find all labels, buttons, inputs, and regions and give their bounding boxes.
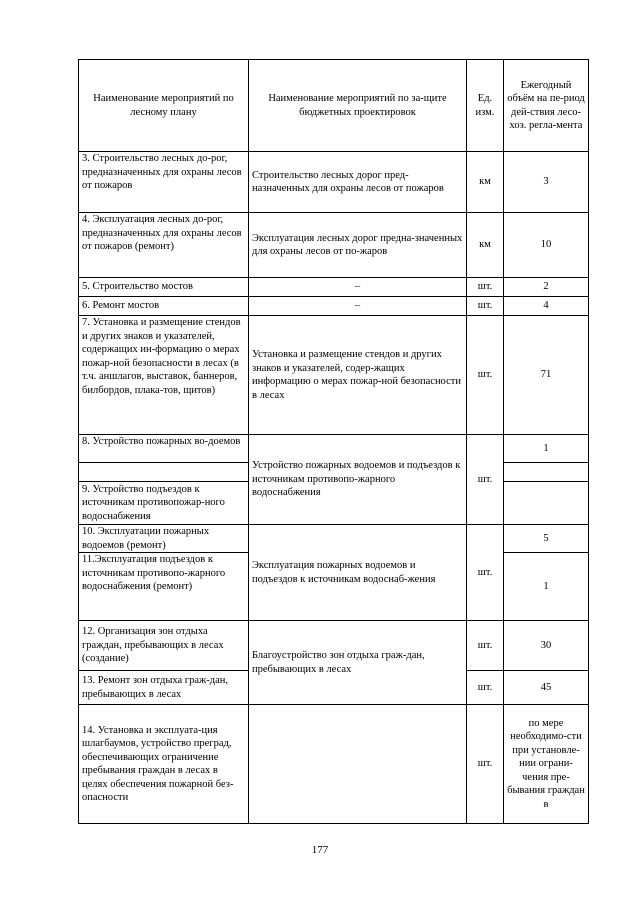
table-row	[79, 705, 589, 824]
row10-plan: 10. Эксплуатации пожарных водоемов (ремонт)	[79, 525, 249, 553]
table-row	[79, 152, 589, 213]
row5-budget: –	[249, 278, 467, 297]
row4-unit: км	[467, 213, 504, 278]
row10-value: 5	[504, 525, 589, 553]
row12-value: 30	[504, 621, 589, 671]
row11-value: 1	[504, 553, 589, 621]
forest-measures-table	[78, 59, 589, 824]
header-forest-plan: Наименование мероприятий по лесному плану	[79, 60, 249, 152]
row9-plan: 9. Устройство подъездов к источникам противопожар-ного водоснабжения	[79, 482, 249, 525]
header-row	[79, 60, 589, 152]
row8-9-unit: шт.	[467, 435, 504, 525]
row7-plan: 7. Установка и размещение стендов и других знаков и указателей, содержащих ин-формацию о мерах пожар-ной безопасности в лесах (в т.ч. аншлагов, выставок, баннеров, билбордов, плака-тов, щитов)	[79, 316, 249, 435]
table-row	[79, 316, 589, 435]
table-row	[79, 621, 589, 671]
row4-value: 10	[504, 213, 589, 278]
row14-plan: 14. Установка и эксплуата-ция шлагбаумов, устройство преград, обеспечивающих ограничение пребывания граждан в лесах в целях обеспечения пожарной без-опасности	[79, 705, 249, 824]
row3-value: 3	[504, 152, 589, 213]
row4-budget: Эксплуатация лесных дорог предна-значенных для охраны лесов от по-жаров	[249, 213, 467, 278]
row7-value: 71	[504, 316, 589, 435]
page-number: 177	[311, 844, 329, 856]
row3-unit: км	[467, 152, 504, 213]
row5-unit: шт.	[467, 278, 504, 297]
row14-value: по мере необходимо-сти при установле-нии ограни-чения пре-бывания граждан в	[504, 705, 589, 824]
header-budget-measures: Наименование мероприятий по за-щите бюджетных проектировок	[249, 60, 467, 152]
row8-value: 1	[504, 435, 589, 463]
row7-unit: шт.	[467, 316, 504, 435]
row6-plan: 6. Ремонт мостов	[79, 297, 249, 316]
row6-budget: –	[249, 297, 467, 316]
row13-unit: шт.	[467, 671, 504, 705]
row14-budget	[249, 705, 467, 824]
table-row	[79, 213, 589, 278]
row13-value: 45	[504, 671, 589, 705]
row8-plan-gap	[79, 463, 249, 482]
row3-plan: 3. Строительство лесных до-рог, предназначенных для охраны лесов от пожаров	[79, 152, 249, 213]
row3-budget: Строительство лесных дорог пред-назначенных для охраны лесов от пожаров	[249, 152, 467, 213]
row4-plan: 4. Эксплуатация лесных до-рог, предназначенных для охраны лесов от пожаров (ремонт)	[79, 213, 249, 278]
row13-plan: 13. Ремонт зон отдыха граж-дан, пребывающих в лесах	[79, 671, 249, 705]
row12-unit: шт.	[467, 621, 504, 671]
row6-value: 4	[504, 297, 589, 316]
table-row	[79, 278, 589, 297]
row8-plan: 8. Устройство пожарных во-доемов	[79, 435, 249, 463]
header-annual-volume: Ежегодный объём на пе-риод дей-ствия лесо-хоз. регла-мента	[504, 60, 589, 152]
header-unit: Ед. изм.	[467, 60, 504, 152]
row5-value: 2	[504, 278, 589, 297]
row10-11-budget: Эксплуатация пожарных водоемов и подъездов к источникам водоснаб-жения	[249, 525, 467, 621]
table-row	[79, 297, 589, 316]
table-row	[79, 525, 589, 553]
row8-9-budget: Устройство пожарных водоемов и подъездов к источникам противопо-жарного водоснабжения	[249, 435, 467, 525]
row6-unit: шт.	[467, 297, 504, 316]
row10-11-unit: шт.	[467, 525, 504, 621]
row12-13-budget: Благоустройство зон отдыха граж-дан, пребывающих в лесах	[249, 621, 467, 705]
row7-budget: Установка и размещение стендов и других знаков и указателей, содер-жащих информацию о мерах пожар-ной безопасности в лесах	[249, 316, 467, 435]
row5-plan: 5. Строительство мостов	[79, 278, 249, 297]
row14-unit: шт.	[467, 705, 504, 824]
table-row	[79, 435, 589, 463]
row11-plan: 11.Эксплуатация подъездов к источникам противопо-жарного водоснабжения (ремонт)	[79, 553, 249, 621]
row8-value-gap	[504, 463, 589, 482]
row12-plan: 12. Организация зон отдыха граждан, пребывающих в лесах (создание)	[79, 621, 249, 671]
row9-value	[504, 482, 589, 525]
